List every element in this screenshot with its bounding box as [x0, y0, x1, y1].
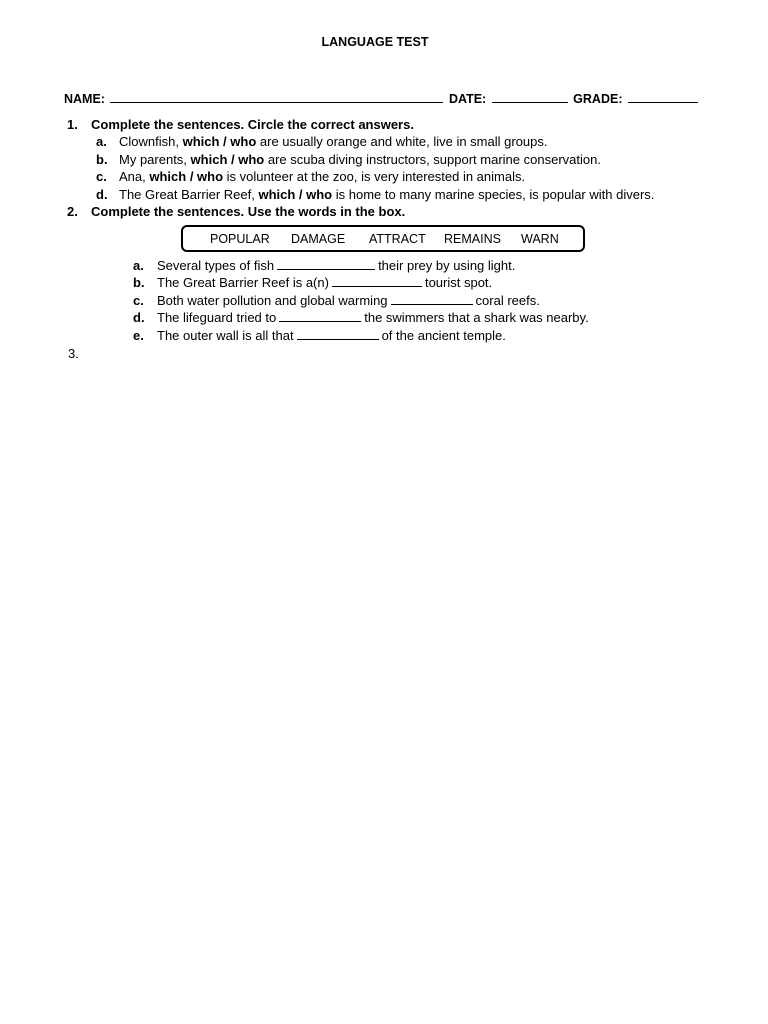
- sentence-start: The outer wall is all that: [157, 328, 294, 343]
- question-2-item-a: [133, 258, 516, 273]
- item-letter: c.: [133, 293, 144, 308]
- item-sentence: [119, 134, 548, 149]
- sentence-end: is volunteer at the zoo, is very interested in animals.: [226, 169, 526, 184]
- sentence-start: Clownfish,: [119, 134, 179, 149]
- sentence-end: their prey by using light.: [378, 258, 516, 273]
- question-3-number: 3.: [68, 346, 79, 361]
- item-sentence: [157, 258, 515, 273]
- question-2-item-b: [133, 275, 493, 290]
- item-sentence: [157, 293, 540, 308]
- item-letter: a.: [133, 258, 144, 273]
- question-1-item-d: [96, 187, 655, 202]
- sentence-end: tourist spot.: [424, 275, 493, 290]
- question-2-item-c: [133, 293, 540, 308]
- choice-options: which / who: [258, 187, 333, 202]
- item-letter: a.: [96, 134, 107, 149]
- name-label: NAME:: [64, 92, 105, 106]
- choice-options: which / who: [190, 152, 265, 167]
- item-letter: b.: [133, 275, 145, 290]
- sentence-end: of the ancient temple.: [381, 328, 506, 343]
- item-sentence: [157, 275, 492, 290]
- item-sentence: [157, 310, 589, 325]
- question-2-item-d: [133, 310, 589, 325]
- item-sentence: [119, 169, 525, 184]
- sentence-start: Both water pollution and global warming: [157, 293, 388, 308]
- sentence-start: Several types of fish: [157, 258, 275, 273]
- choice-options: which / who: [149, 169, 224, 184]
- item-letter: e.: [133, 328, 144, 343]
- grade-label: GRADE:: [573, 92, 623, 106]
- date-label: DATE:: [448, 92, 487, 106]
- sentence-end: is home to many marine species, is popular with divers.: [335, 187, 655, 202]
- question-1-instruction: Complete the sentences. Circle the correct answers.: [91, 117, 414, 132]
- question-1-item-c: [96, 169, 526, 184]
- sentence-start: The Great Barrier Reef,: [119, 187, 255, 202]
- word-box: [181, 225, 585, 252]
- word-box-word: WARN: [521, 232, 559, 246]
- word-box-word: POPULAR: [210, 232, 270, 246]
- answer-blank[interactable]: [277, 258, 375, 270]
- question-2-number: 2.: [67, 204, 78, 219]
- item-sentence: [119, 152, 601, 167]
- word-box-word: ATTRACT: [369, 232, 426, 246]
- item-letter: d.: [96, 187, 108, 202]
- sentence-end: the swimmers that a shark was nearby.: [364, 310, 589, 325]
- name-blank: [110, 90, 443, 103]
- question-2-instruction: Complete the sentences. Use the words in the box.: [91, 204, 406, 219]
- answer-blank[interactable]: [297, 328, 379, 340]
- question-2-item-e: [133, 328, 506, 343]
- item-letter: b.: [96, 152, 108, 167]
- answer-blank[interactable]: [332, 275, 422, 287]
- student-info-line: [64, 90, 700, 106]
- sentence-end: are usually orange and white, live in small groups.: [259, 134, 548, 149]
- grade-blank: [628, 90, 698, 103]
- question-1-number: 1.: [67, 117, 78, 132]
- word-box-word: DAMAGE: [291, 232, 346, 246]
- choice-options: which / who: [182, 134, 257, 149]
- sentence-end: are scuba diving instructors, support marine conservation.: [267, 152, 601, 167]
- sentence-start: Ana,: [119, 169, 146, 184]
- page-title: LANGUAGE TEST: [321, 35, 429, 49]
- answer-blank[interactable]: [279, 310, 361, 322]
- sentence-start: The lifeguard tried to: [157, 310, 277, 325]
- sentence-end: coral reefs.: [475, 293, 540, 308]
- question-1-item-b: [96, 152, 601, 167]
- answer-blank[interactable]: [391, 293, 473, 305]
- date-blank: [492, 90, 568, 103]
- item-letter: d.: [133, 310, 145, 325]
- item-sentence: [119, 187, 654, 202]
- item-letter: c.: [96, 169, 107, 184]
- sentence-start: The Great Barrier Reef is a(n): [157, 275, 329, 290]
- question-1-item-a: [96, 134, 548, 149]
- sentence-start: My parents,: [119, 152, 187, 167]
- item-sentence: [157, 328, 506, 343]
- word-box-word: REMAINS: [444, 232, 501, 246]
